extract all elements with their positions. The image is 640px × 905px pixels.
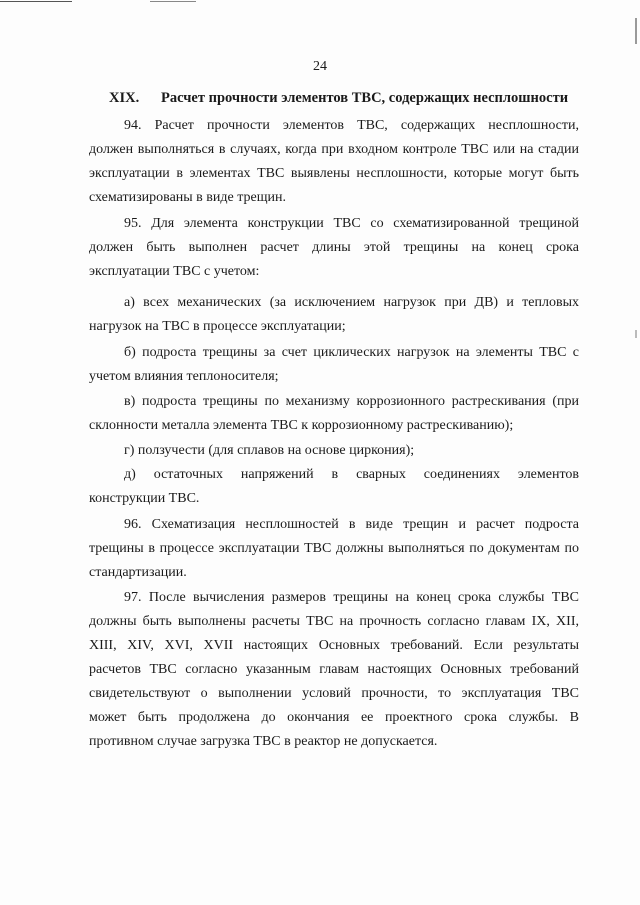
chapter-heading	[109, 90, 568, 107]
chapter-title: Расчет прочности элементов ТВС, содержащих несплошности	[161, 90, 569, 106]
paragraph-line: должен быть выполнен расчет длины этой трещины на конец срока	[89, 240, 579, 255]
paragraph-line: учетом влияния теплоносителя;	[89, 369, 279, 384]
paragraph-line: 97. После вычисления размеров трещины на конец срока службы ТВС	[124, 590, 579, 605]
paragraph-line: противном случае загрузка ТВС в реактор не допускается.	[89, 734, 438, 749]
paragraph-line: трещины в процессе эксплуатации ТВС должны выполняться по документам по	[89, 541, 579, 556]
paragraph-line: схематизированы в виде трещин.	[89, 190, 286, 205]
chapter-number: XIX.	[109, 90, 140, 106]
paragraph-line: д) остаточных напряжений в сварных соединениях элементов	[124, 467, 579, 482]
paragraph-line: 96. Схематизация несплошностей в виде трещин и расчет подроста	[124, 517, 579, 532]
paragraph-line: 94. Расчет прочности элементов ТВС, содержащих несплошности,	[124, 118, 579, 133]
paragraph-line: б) подроста трещины за счет циклических нагрузок на элементы ТВС с	[124, 345, 579, 360]
paragraph-line: расчетов ТВС согласно указанным главам настоящих Основных требований	[89, 662, 579, 677]
paragraph-line: в) подроста трещины по механизму коррозионного растрескивания (при	[124, 394, 579, 409]
scan-edge-mark	[635, 330, 637, 338]
scan-artifact-line	[0, 1, 72, 2]
paragraph-line: XIII, XIV, XVI, XVII настоящих Основных требований. Если результаты	[89, 638, 579, 653]
scan-edge-mark	[635, 18, 637, 44]
paragraph-94	[89, 114, 579, 210]
paragraph-line: должен выполняться в случаях, когда при входном контроле ТВС или на стадии	[89, 142, 579, 157]
paragraph-line: а) всех механических (за исключением нагрузок при ДВ) и тепловых	[124, 295, 579, 310]
paragraph-line: стандартизации.	[89, 565, 187, 580]
paragraph-line: г) ползучести (для сплавов на основе циркония);	[124, 443, 415, 458]
paragraph-line: свидетельствуют о выполнении условий прочности, то эксплуатация ТВС	[89, 686, 579, 701]
list-item-g	[89, 439, 579, 463]
list-item-a	[89, 291, 579, 339]
paragraph-96	[89, 513, 579, 585]
scan-artifact-line	[150, 1, 196, 2]
paragraph-line: склонности металла элемента ТВС к коррозионному растрескиванию);	[89, 418, 514, 433]
list-item-v	[89, 390, 579, 438]
paragraph-line: эксплуатации ТВС с учетом:	[89, 264, 260, 279]
list-item-d	[89, 463, 579, 511]
paragraph-line: может быть продолжена до окончания ее проектного срока службы. В	[89, 710, 579, 725]
paragraph-line: эксплуатации в элементах ТВС выявлены несплошности, которые могут быть	[89, 166, 579, 181]
paragraph-line: нагрузок на ТВС в процессе эксплуатации;	[89, 319, 346, 334]
paragraph-line: должны быть выполнены расчеты ТВС на прочность согласно главам IX, XII,	[89, 614, 579, 629]
paragraph-95	[89, 212, 579, 284]
paragraph-line: конструкции ТВС.	[89, 491, 200, 506]
paragraph-97	[89, 586, 579, 754]
page-number: 24	[313, 59, 327, 74]
paragraph-line: 95. Для элемента конструкции ТВС со схематизированной трещиной	[124, 216, 579, 231]
list-item-b	[89, 341, 579, 389]
